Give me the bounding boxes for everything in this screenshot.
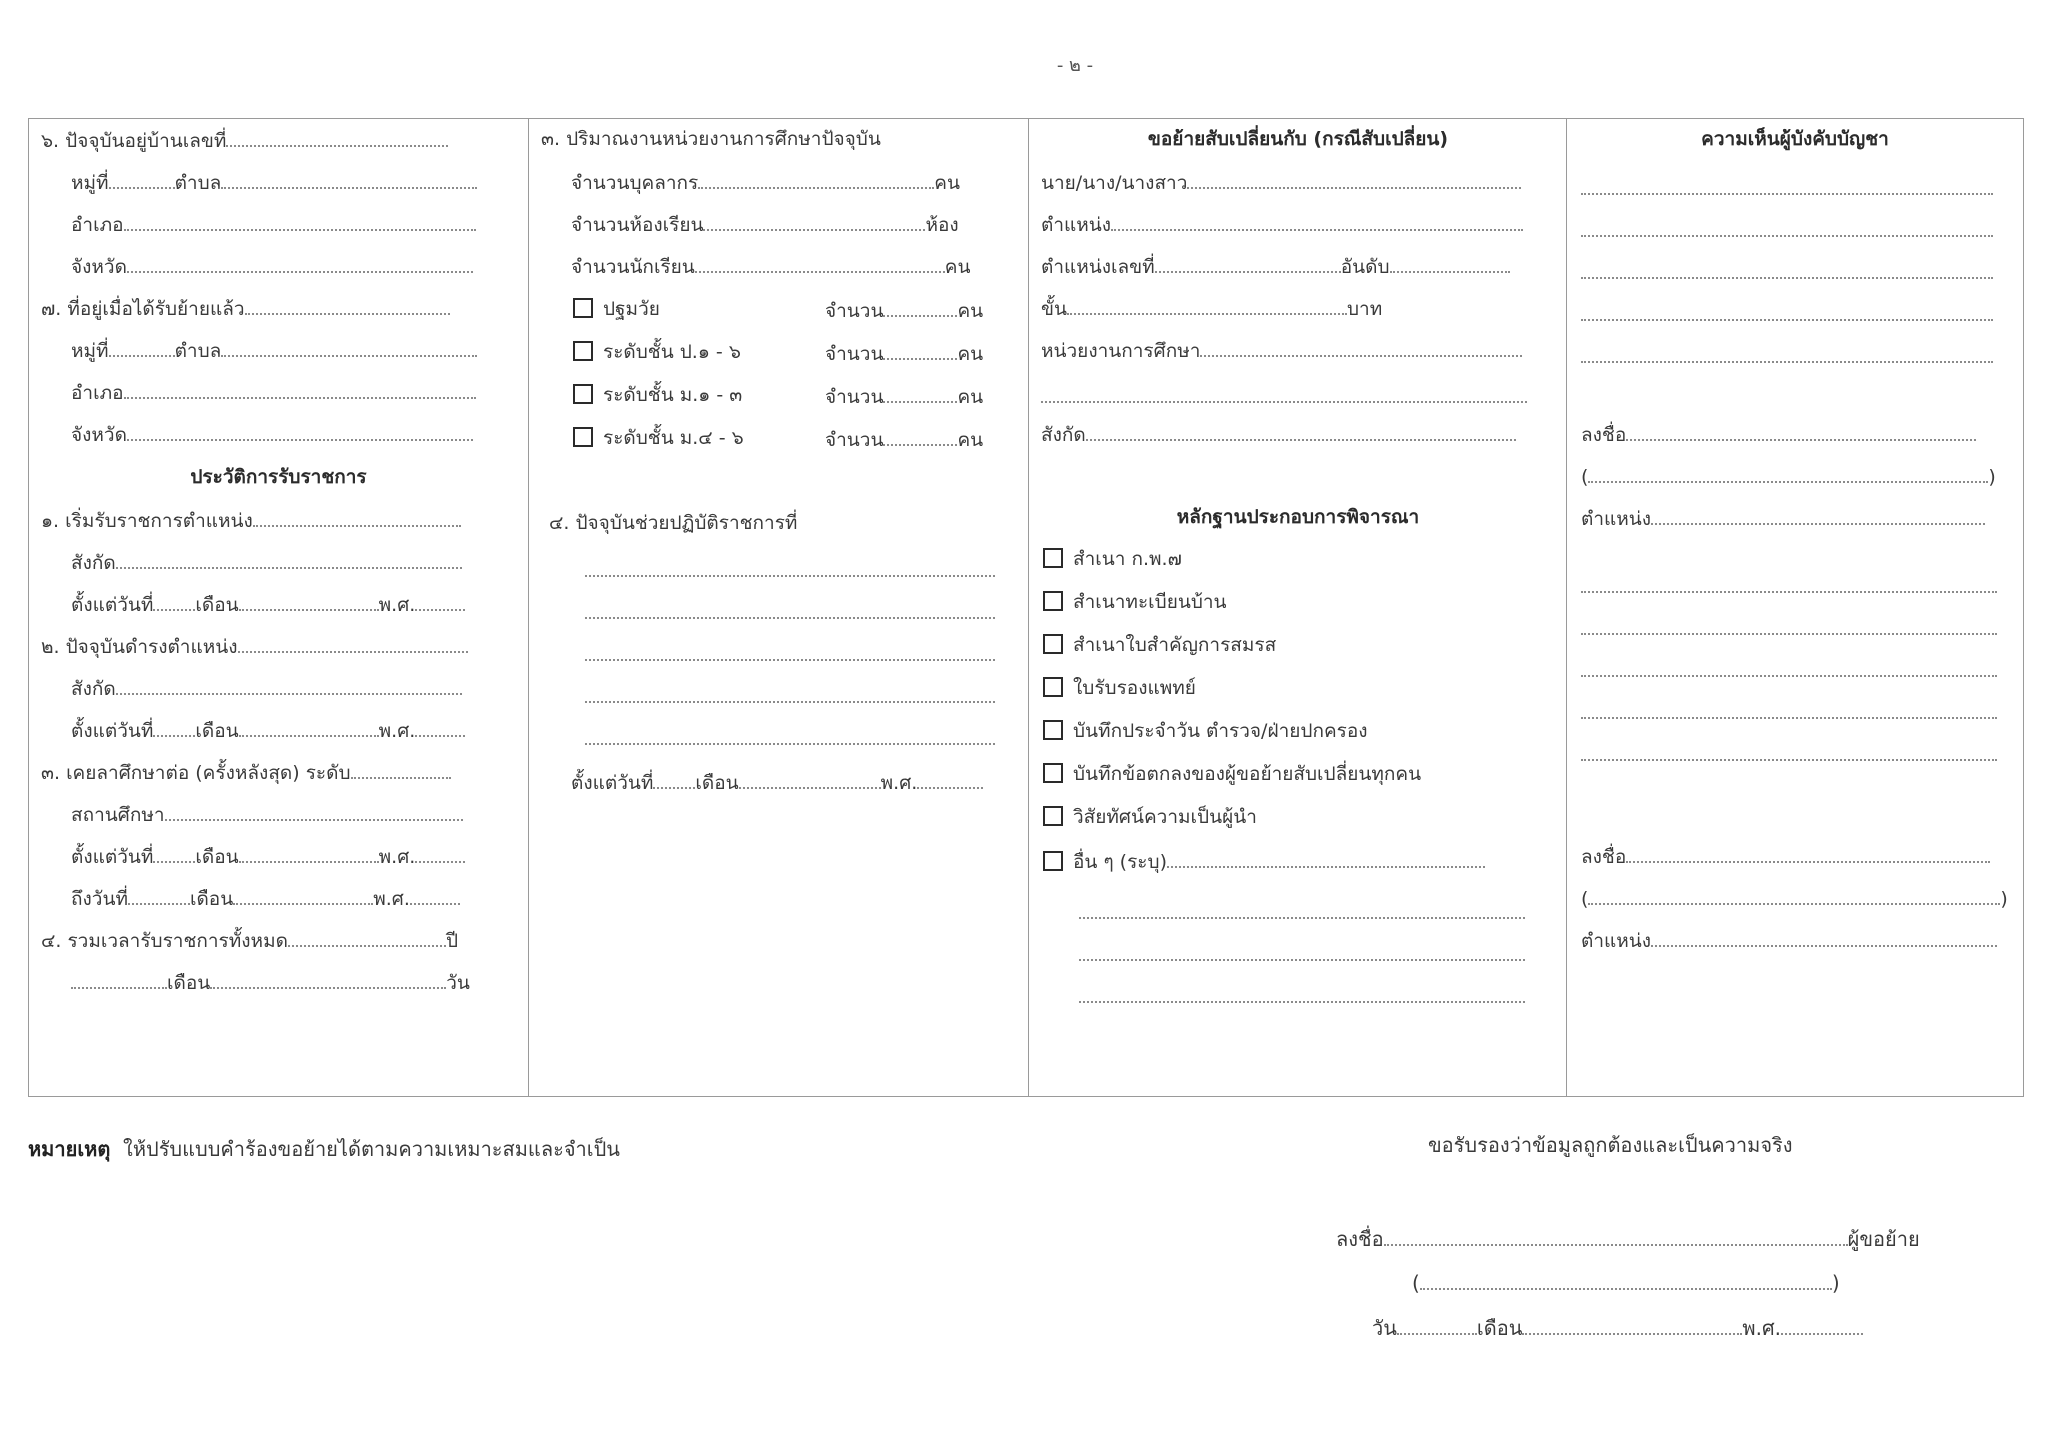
subdistrict-label: ตำบล	[174, 172, 222, 194]
province-field[interactable]	[127, 421, 473, 441]
supervisor-opinion-column	[1566, 119, 2023, 1096]
checkbox[interactable]	[1043, 851, 1063, 871]
assist-line[interactable]	[585, 659, 995, 661]
classrooms-field[interactable]	[703, 211, 925, 231]
certify-text: ขอรับรองว่าข้อมูลถูกต้องและเป็นความจริง	[1428, 1133, 1793, 1157]
year-field[interactable]	[410, 885, 460, 905]
affiliation-label: สังกัด	[1041, 424, 1086, 446]
village-field[interactable]	[109, 169, 175, 189]
assist-line[interactable]	[585, 617, 995, 619]
subdistrict-label: ตำบล	[174, 340, 222, 362]
province-label: จังหวัด	[71, 424, 127, 446]
level-label: ระดับชั้น ม.๔ - ๖	[603, 427, 744, 449]
since-day-label: ตั้งแต่วันที่	[571, 772, 654, 794]
h2-label: ๒. ปัจจุบันดำรงตำแหน่ง	[41, 636, 238, 658]
open-paren: (	[1412, 1271, 1420, 1295]
edu-unit-label: หน่วยงานการศึกษา	[1041, 340, 1201, 362]
month-field[interactable]	[739, 769, 881, 789]
since-day-label: ตั้งแต่วันที่	[71, 846, 154, 868]
other-line[interactable]	[1079, 917, 1525, 919]
day-field[interactable]	[128, 885, 190, 905]
subdistrict-field[interactable]	[221, 169, 477, 189]
village-label: หมู่ที่	[71, 340, 109, 362]
affiliation-label: สังกัด	[71, 678, 116, 700]
be-label: พ.ศ.	[378, 594, 416, 616]
month-label: เดือน	[695, 772, 739, 794]
month-field[interactable]	[1522, 1315, 1742, 1335]
opinion-line[interactable]	[1581, 675, 1997, 677]
year-field[interactable]	[1781, 1315, 1863, 1335]
swap-title: ขอย้ายสับเปลี่ยนกับ (กรณีสับเปลี่ยน)	[1147, 128, 1449, 150]
day-field[interactable]	[653, 769, 695, 789]
sign-label: ลงชื่อ	[1336, 1227, 1384, 1251]
count-field[interactable]	[883, 426, 957, 446]
months-field[interactable]	[71, 969, 167, 989]
institution-label: สถานศึกษา	[71, 804, 165, 826]
grade-label: ขั้น	[1041, 298, 1067, 320]
level-label: ปฐมวัย	[603, 298, 660, 320]
evidence-label: บันทึกประจำวัน ตำรวจ/ฝ่ายปกครอง	[1073, 720, 1368, 742]
printed-name-field[interactable]	[1588, 463, 1988, 483]
sign-label: ลงชื่อ	[1581, 846, 1627, 868]
affiliation-field[interactable]	[116, 549, 462, 569]
assist-line[interactable]	[585, 701, 995, 703]
level-label: ระดับชั้น ม.๑ - ๓	[603, 384, 743, 406]
to-day-label: ถึงวันที่	[71, 888, 128, 910]
province-label: จังหวัด	[71, 256, 127, 278]
q6-label: ๖. ปัจจุบันอยู่บ้านเลขที่	[41, 130, 227, 152]
month-field[interactable]	[239, 591, 379, 611]
personnel-field[interactable]	[698, 169, 934, 189]
position-label: ตำแหน่ง	[1581, 508, 1652, 530]
sign-label: ลงชื่อ	[1581, 424, 1627, 446]
first-position-field[interactable]	[253, 507, 461, 527]
q3-label: ๓. ปริมาณงานหน่วยงานการศึกษาปัจจุบัน	[541, 128, 881, 150]
q7-label: ๗. ที่อยู่เมื่อได้รับย้ายแล้ว	[41, 298, 245, 320]
remark-label: หมายเหตุ	[28, 1137, 111, 1161]
district-field[interactable]	[124, 379, 476, 399]
days-field[interactable]	[210, 969, 446, 989]
evidence-title: หลักฐานประกอบการพิจารณา	[1176, 506, 1420, 528]
year-label: ปี	[445, 930, 458, 952]
village-field[interactable]	[109, 337, 175, 357]
other-line[interactable]	[1079, 1001, 1525, 1003]
month-field[interactable]	[239, 717, 379, 737]
subdistrict-field[interactable]	[221, 337, 477, 357]
checkbox[interactable]	[573, 298, 593, 318]
be-label: พ.ศ.	[378, 846, 416, 868]
study-level-field[interactable]	[351, 759, 451, 779]
rank-field[interactable]	[1390, 253, 1510, 273]
assist-line[interactable]	[585, 575, 995, 577]
since-day-label: ตั้งแต่วันที่	[71, 720, 154, 742]
applicant-signature-field[interactable]	[1384, 1226, 1848, 1246]
checkbox[interactable]	[1043, 720, 1063, 740]
day-field[interactable]	[1397, 1315, 1477, 1335]
opinion-line[interactable]	[1581, 591, 1997, 593]
personal-info-column	[29, 119, 528, 1096]
baht-label: บาท	[1346, 298, 1383, 320]
count-label: จำนวน	[825, 300, 884, 322]
remark	[28, 1133, 620, 1165]
position-label: ตำแหน่ง	[1581, 930, 1652, 952]
checkbox[interactable]	[573, 341, 593, 361]
month-field[interactable]	[239, 843, 379, 863]
count-field[interactable]	[883, 340, 957, 360]
new-address-field[interactable]	[245, 295, 450, 315]
person-unit-label: คน	[957, 300, 984, 322]
evidence-label: สำเนาทะเบียนบ้าน	[1073, 591, 1227, 613]
position-no-field[interactable]	[1155, 253, 1341, 273]
applicant-label: ผู้ขอย้าย	[1847, 1227, 1920, 1251]
count-label: จำนวน	[825, 343, 884, 365]
name-label: นาย/นาง/นางสาว	[1041, 172, 1188, 194]
year-field[interactable]	[917, 769, 983, 789]
years-field[interactable]	[288, 927, 446, 947]
checkbox[interactable]	[1043, 806, 1063, 826]
students-field[interactable]	[695, 253, 945, 273]
opinion-line[interactable]	[1581, 235, 1993, 237]
month-label: เดือน	[189, 888, 234, 910]
affiliation-label: สังกัด	[71, 552, 116, 574]
count-label: จำนวน	[825, 386, 884, 408]
form-table	[28, 118, 2024, 1097]
village-label: หมู่ที่	[71, 172, 109, 194]
opinion-line[interactable]	[1581, 319, 1993, 321]
opinion-line[interactable]	[1581, 717, 1997, 719]
evidence-label: สำเนา ก.พ.๗	[1073, 548, 1182, 570]
be-label: พ.ศ.	[880, 772, 918, 794]
day-label: วัน	[1372, 1316, 1397, 1340]
room-unit-label: ห้อง	[925, 214, 959, 236]
year-field[interactable]	[415, 717, 465, 737]
supervisor-title: ความเห็นผู้บังคับบัญชา	[1701, 128, 1889, 150]
opinion-line[interactable]	[1581, 193, 1993, 195]
count-label: จำนวน	[825, 429, 884, 451]
district-label: อำเภอ	[71, 382, 124, 404]
current-position-field[interactable]	[238, 633, 468, 653]
position-label: ตำแหน่ง	[1041, 214, 1112, 236]
checkbox[interactable]	[1043, 677, 1063, 697]
month-label: เดือน	[1476, 1316, 1523, 1340]
page-number: - ๒ -	[1056, 55, 1094, 76]
position-field[interactable]	[1651, 927, 1997, 947]
month-label: เดือน	[167, 972, 211, 994]
checkbox[interactable]	[1043, 763, 1063, 783]
h3-label: ๓. เคยลาศึกษาต่อ (ครั้งหลังสุด) ระดับ	[41, 762, 351, 784]
person-unit-label: คน	[957, 429, 984, 451]
h4-label: ๔. รวมเวลารับราชการทั้งหมด	[41, 930, 288, 952]
rank-label: อันดับ	[1340, 256, 1390, 278]
checkbox[interactable]	[1043, 634, 1063, 654]
h1-label: ๑. เริ่มรับราชการตำแหน่ง	[41, 510, 253, 532]
month-field[interactable]	[233, 885, 373, 905]
swap-position-field[interactable]	[1111, 211, 1523, 231]
personnel-label: จำนวนบุคลากร	[571, 172, 699, 194]
signature-field[interactable]	[1626, 421, 1976, 441]
month-label: เดือน	[195, 594, 239, 616]
q4-label: ๔. ปัจจุบันช่วยปฏิบัติราชการที่	[549, 512, 798, 534]
be-label: พ.ศ.	[373, 888, 410, 910]
evidence-label: บันทึกข้อตกลงของผู้ขอย้ายสับเปลี่ยนทุกคน	[1073, 763, 1422, 785]
service-history-title: ประวัติการรับราชการ	[190, 466, 367, 488]
opinion-line[interactable]	[1581, 633, 1997, 635]
checkbox[interactable]	[1043, 591, 1063, 611]
opinion-line[interactable]	[1581, 277, 1993, 279]
house-no-field[interactable]	[226, 127, 448, 147]
position-no-label: ตำแหน่งเลขที่	[1041, 256, 1155, 278]
remark-text: ให้ปรับแบบคำร้องขอย้ายได้ตามความเหมาะสมและจำเป็น	[123, 1137, 620, 1161]
district-label: อำเภอ	[71, 214, 124, 236]
since-day-label: ตั้งแต่วันที่	[71, 594, 154, 616]
edu-unit-field[interactable]	[1200, 337, 1522, 357]
open-paren: (	[1581, 466, 1589, 488]
evidence-label: อื่น ๆ (ระบุ)	[1073, 851, 1167, 873]
day-field[interactable]	[153, 843, 195, 863]
signature-field[interactable]	[1626, 843, 1990, 863]
affiliation-field[interactable]	[116, 675, 462, 695]
person-unit-label: คน	[957, 343, 984, 365]
year-field[interactable]	[415, 843, 465, 863]
day-field[interactable]	[153, 717, 195, 737]
edu-unit-line[interactable]	[1041, 401, 1527, 403]
day-label: วัน	[446, 972, 470, 994]
month-label: เดือน	[195, 846, 239, 868]
close-paren: )	[1988, 466, 1996, 488]
workload-column	[528, 119, 1029, 1096]
printed-name-field[interactable]	[1588, 885, 2000, 905]
other-line[interactable]	[1079, 959, 1525, 961]
swap-affiliation-field[interactable]	[1086, 421, 1516, 441]
opinion-line[interactable]	[1581, 361, 1993, 363]
open-paren: (	[1581, 888, 1589, 910]
other-field[interactable]	[1167, 848, 1485, 868]
opinion-line[interactable]	[1581, 759, 1997, 761]
count-field[interactable]	[883, 297, 957, 317]
checkbox[interactable]	[1043, 548, 1063, 568]
evidence-label: ใบรับรองแพทย์	[1073, 677, 1196, 699]
be-label: พ.ศ.	[378, 720, 416, 742]
count-field[interactable]	[883, 383, 957, 403]
classrooms-label: จำนวนห้องเรียน	[571, 214, 704, 236]
evidence-label: สำเนาใบสำคัญการสมรส	[1073, 634, 1277, 656]
district-field[interactable]	[124, 211, 476, 231]
close-paren: )	[1831, 1271, 1840, 1295]
evidence-label: วิสัยทัศน์ความเป็นผู้นำ	[1073, 806, 1257, 828]
swap-column	[1028, 119, 1567, 1096]
person-unit-label: คน	[934, 172, 960, 194]
checkbox[interactable]	[573, 427, 593, 447]
institution-field[interactable]	[165, 801, 463, 821]
person-unit-label: คน	[957, 386, 984, 408]
close-paren: )	[2000, 888, 2008, 910]
level-label: ระดับชั้น ป.๑ - ๖	[603, 341, 741, 363]
applicant-name-field[interactable]	[1420, 1270, 1832, 1290]
swap-name-field[interactable]	[1187, 169, 1521, 189]
be-label: พ.ศ.	[1742, 1316, 1782, 1340]
assist-line[interactable]	[585, 743, 995, 745]
person-unit-label: คน	[944, 256, 971, 278]
position-field[interactable]	[1651, 505, 1985, 525]
grade-field[interactable]	[1067, 295, 1347, 315]
checkbox[interactable]	[573, 384, 593, 404]
students-label: จำนวนนักเรียน	[571, 256, 695, 278]
province-field[interactable]	[127, 253, 473, 273]
year-field[interactable]	[415, 591, 465, 611]
day-field[interactable]	[153, 591, 195, 611]
month-label: เดือน	[195, 720, 239, 742]
